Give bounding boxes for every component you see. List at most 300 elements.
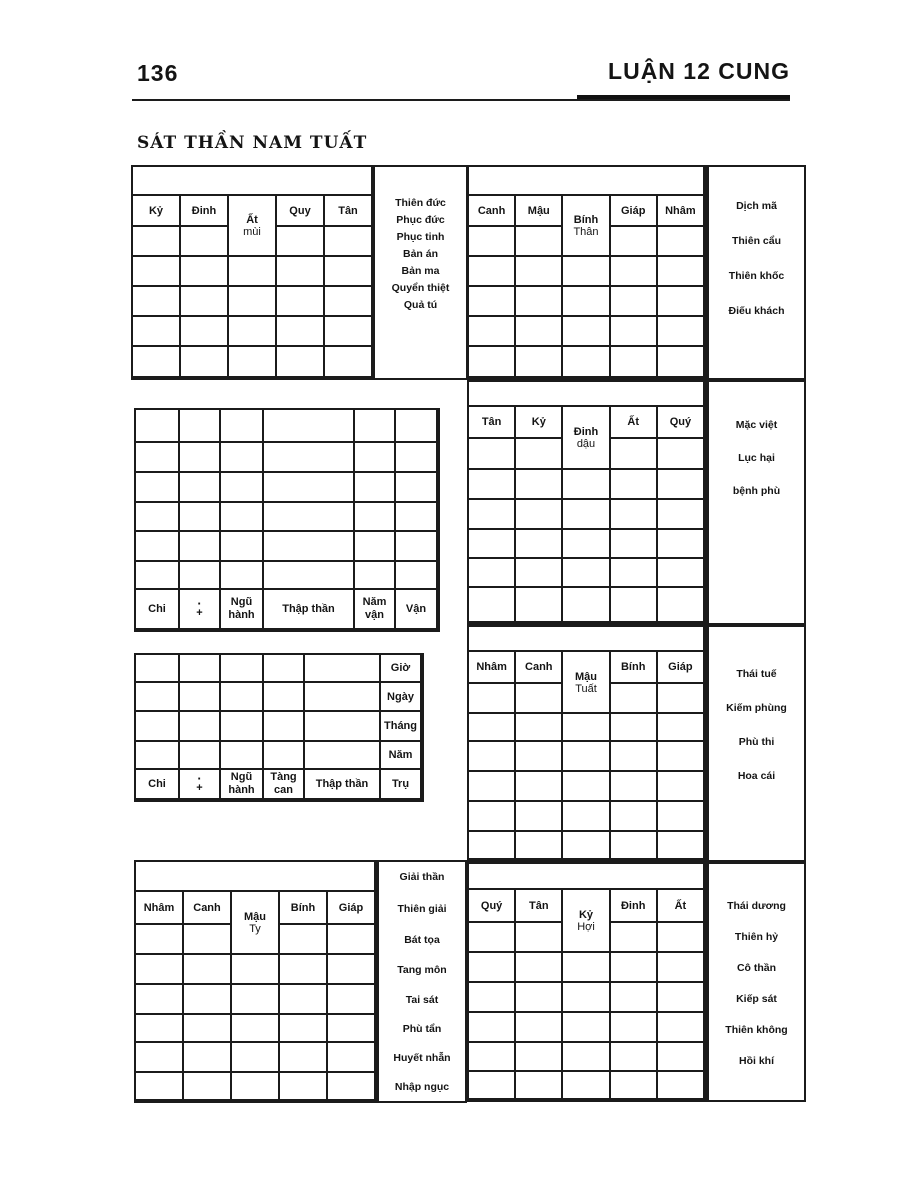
empty-cell [611,530,658,559]
branch-label: Hợi [577,921,595,933]
empty-cell [563,953,610,983]
empty-cell [469,714,516,742]
stem-header-cell: Nhâm [658,196,705,227]
empty-cell [396,473,438,503]
row-label-cell: Ngày [381,683,422,712]
empty-cell [658,287,705,317]
empty-cell [563,1072,610,1100]
stem-header-cell: Tân [516,890,563,923]
empty-cell [280,1015,328,1043]
empty-cell [611,257,658,287]
empty-cell [516,772,563,802]
empty-cell [232,1073,280,1101]
empty-cell [264,443,355,473]
empty-cell [516,470,563,500]
stem-label: Mậu [244,911,266,923]
empty-cell [232,955,280,985]
empty-cell [658,684,705,714]
empty-cell [305,712,381,742]
empty-cell [221,562,264,590]
empty-cell [355,473,396,503]
empty-band-cell [469,864,705,890]
empty-band-cell [133,167,373,196]
branch-label: Ty [249,923,261,935]
empty-cell [611,1013,658,1043]
empty-cell [658,1072,705,1100]
empty-cell [280,925,328,955]
empty-cell [277,227,325,257]
label-item: Bản án [402,248,438,260]
empty-cell [136,562,180,590]
empty-cell [328,1043,376,1073]
label-item: Lục hại [738,452,775,464]
empty-cell [221,532,264,562]
stem-branch-cell [232,892,280,955]
empty-cell [232,1015,280,1043]
empty-cell [133,317,181,347]
empty-cell [611,559,658,588]
empty-cell [563,317,610,347]
empty-cell [396,410,438,443]
empty-cell [469,832,516,860]
section4-middle-label-column [377,860,467,1103]
branch-label: Thân [573,226,599,238]
empty-cell [658,317,705,347]
section2-right-stems-table [467,380,707,625]
empty-cell [611,742,658,772]
empty-cell [221,503,264,532]
empty-cell [280,1043,328,1073]
empty-cell [181,227,229,257]
footer-cell: Năm vận [355,590,396,630]
label-item: Phù thi [738,736,775,748]
empty-cell [469,588,516,623]
empty-cell [611,802,658,832]
empty-cell [180,562,221,590]
empty-cell [136,443,180,473]
label-item: Huyết nhẫn [393,1052,451,1064]
label-item: Hoa cái [737,770,776,782]
empty-cell [516,953,563,983]
stem-header-cell: Canh [184,892,232,925]
section3-right-label-column [707,625,806,862]
empty-band-cell [469,627,705,652]
stem-label: Mậu [574,670,597,683]
empty-cell [469,1072,516,1100]
plus-symbol: + [196,607,203,619]
empty-cell [469,923,516,953]
empty-cell [516,559,563,588]
empty-cell [264,503,355,532]
empty-cell [611,1072,658,1100]
empty-cell [516,227,563,257]
empty-cell [264,562,355,590]
empty-cell [180,655,221,683]
label-item: Thiên không [725,1024,788,1036]
empty-cell [277,287,325,317]
empty-cell [658,500,705,530]
empty-cell [563,1013,610,1043]
stem-header-cell: Bính [280,892,328,925]
empty-cell [221,443,264,473]
empty-cell [563,742,610,772]
empty-cell [184,1015,232,1043]
row-label-cell: Năm [381,742,422,770]
empty-cell [328,1015,376,1043]
empty-cell [229,287,277,317]
empty-cell [181,317,229,347]
empty-cell [305,655,381,683]
label-item: Phù tẩn [402,1023,442,1035]
empty-cell [658,439,705,470]
empty-cell [264,712,305,742]
empty-cell [221,473,264,503]
empty-cell [563,287,610,317]
footer-cell: Ngũ hành [221,590,264,630]
empty-cell [277,317,325,347]
empty-cell [229,317,277,347]
empty-cell [180,712,221,742]
footer-cell: Chi [136,770,180,800]
empty-cell [180,742,221,770]
empty-cell [563,983,610,1013]
empty-cell [396,562,438,590]
empty-cell [469,257,516,287]
stem-header-cell: Nhâm [469,652,516,684]
empty-cell [264,742,305,770]
empty-cell [277,347,325,378]
empty-cell [264,532,355,562]
empty-cell [658,742,705,772]
header-rule [132,99,790,101]
empty-band-cell [136,862,376,892]
footer-cell: Thập thần [305,770,381,800]
empty-cell [658,530,705,559]
empty-cell [325,317,373,347]
polarity-symbol-cell [180,590,221,630]
empty-cell [264,655,305,683]
stem-label: Ất [246,214,258,226]
empty-cell [611,500,658,530]
stem-header-cell: Canh [469,196,516,227]
empty-cell [180,443,221,473]
empty-cell [516,588,563,623]
section2-left-pillar-table [134,408,440,632]
empty-cell [516,714,563,742]
empty-cell [221,655,264,683]
empty-cell [280,1073,328,1101]
stem-branch-cell [563,890,610,953]
empty-cell [469,317,516,347]
empty-cell [396,443,438,473]
section3-left-pillar-table [134,653,424,802]
empty-cell [305,683,381,712]
empty-cell [611,1043,658,1072]
empty-cell [469,1013,516,1043]
empty-cell [611,287,658,317]
empty-cell [221,410,264,443]
empty-cell [563,1043,610,1072]
empty-cell [469,983,516,1013]
label-item: Hồi khí [738,1055,774,1067]
empty-cell [658,923,705,953]
stem-label: Đinh [573,426,599,438]
empty-cell [180,532,221,562]
empty-cell [221,742,264,770]
empty-cell [133,227,181,257]
empty-cell [611,227,658,257]
empty-cell [136,473,180,503]
empty-cell [611,684,658,714]
empty-cell [184,955,232,985]
empty-cell [180,410,221,443]
empty-cell [516,317,563,347]
empty-cell [396,503,438,532]
stem-header-cell: Đinh [181,196,229,227]
empty-cell [264,410,355,443]
stem-header-cell: Kỷ [516,407,563,439]
empty-cell [658,470,705,500]
empty-cell [658,802,705,832]
empty-cell [516,530,563,559]
stem-branch-cell [229,196,277,257]
empty-cell [516,983,563,1013]
empty-cell [611,832,658,860]
empty-cell [136,532,180,562]
empty-cell [355,503,396,532]
empty-cell [658,347,705,378]
empty-cell [563,559,610,588]
empty-cell [229,347,277,378]
label-item: Mặc việt [735,419,778,431]
empty-cell [516,923,563,953]
empty-cell [516,684,563,714]
empty-cell [136,742,180,770]
empty-cell [658,227,705,257]
empty-cell [563,470,610,500]
empty-cell [516,439,563,470]
section2-right-label-column [707,380,806,625]
stem-header-cell: Giáp [611,196,658,227]
empty-cell [516,1072,563,1100]
stem-header-cell: Giáp [658,652,705,684]
label-item: Phục tinh [396,231,445,243]
empty-cell [328,1073,376,1101]
empty-cell [658,953,705,983]
empty-cell [658,1013,705,1043]
stem-branch-cell [563,652,610,714]
label-item: Cô thần [736,962,777,974]
empty-cell [180,503,221,532]
empty-cell [181,257,229,287]
label-item: Thái tuế [736,668,777,680]
label-item: Thiên hỷ [734,931,779,943]
label-item: Tai sát [405,994,439,1006]
empty-cell [611,470,658,500]
row-label-cell: Tháng [381,712,422,742]
stem-header-cell: Quý [469,890,516,923]
empty-cell [328,985,376,1015]
empty-cell [325,347,373,378]
empty-cell [136,1073,184,1101]
label-item: Nhập ngục [394,1081,450,1093]
empty-band-cell [469,167,705,196]
empty-cell [355,443,396,473]
empty-cell [136,985,184,1015]
empty-cell [516,347,563,378]
empty-cell [469,500,516,530]
empty-cell [611,983,658,1013]
footer-cell: Trụ [381,770,422,800]
empty-cell [232,1043,280,1073]
empty-cell [516,1043,563,1072]
empty-cell [658,772,705,802]
empty-cell [396,532,438,562]
empty-cell [469,802,516,832]
label-item: Bản ma [401,265,440,277]
stem-header-cell: Tân [325,196,373,227]
empty-cell [221,683,264,712]
stem-label: Kỷ [578,909,594,921]
section-title: SÁT THẦN NAM TUẤT [137,133,368,153]
footer-cell: Tàng can [264,770,305,800]
empty-cell [611,923,658,953]
footer-cell: Chi [136,590,180,630]
empty-cell [563,772,610,802]
empty-cell [136,410,180,443]
stem-header-cell: Ất [611,407,658,439]
empty-cell [516,742,563,772]
dot-symbol: · [197,596,202,611]
empty-cell [184,1073,232,1101]
empty-cell [563,588,610,623]
footer-cell: Ngũ hành [221,770,264,800]
label-item: Kiếm phùng [726,702,787,714]
stem-header-cell: Ất [658,890,705,923]
footer-cell: Thập thần [264,590,355,630]
empty-cell [355,410,396,443]
stem-header-cell: Canh [516,652,563,684]
empty-cell [611,714,658,742]
empty-cell [469,347,516,378]
stem-header-cell: Kỷ [133,196,181,227]
label-item: Kiếp sát [736,993,777,1005]
label-item: Tang môn [397,964,447,976]
empty-cell [133,287,181,317]
empty-cell [563,530,610,559]
empty-cell [184,925,232,955]
empty-cell [280,955,328,985]
empty-band-cell [469,382,705,407]
empty-cell [355,562,396,590]
empty-cell [328,955,376,985]
section1-right-stems-table [467,165,707,380]
empty-cell [611,588,658,623]
empty-cell [469,953,516,983]
label-item: Giải thần [399,871,445,883]
empty-cell [516,287,563,317]
empty-cell [264,683,305,712]
empty-cell [469,772,516,802]
stem-branch-cell [563,407,610,470]
empty-cell [611,953,658,983]
empty-cell [516,257,563,287]
empty-cell [469,684,516,714]
empty-cell [325,227,373,257]
empty-cell [611,347,658,378]
stem-header-cell: Giáp [328,892,376,925]
empty-cell [232,985,280,1015]
stem-header-cell: Quý [658,407,705,439]
empty-cell [469,530,516,559]
empty-cell [280,985,328,1015]
stem-header-cell: Đinh [611,890,658,923]
empty-cell [277,257,325,287]
label-item: Điếu khách [728,305,785,317]
branch-label: dậu [576,438,596,450]
empty-cell [516,500,563,530]
branch-label: Tuất [575,682,597,695]
label-item: Thiên khốc [728,270,785,282]
stem-header-cell: Mậu [516,196,563,227]
empty-cell [305,742,381,770]
empty-cell [563,832,610,860]
empty-cell [136,712,180,742]
empty-cell [516,802,563,832]
empty-cell [611,772,658,802]
section1-left-stems-table [131,165,375,380]
empty-cell [229,257,277,287]
empty-cell [180,473,221,503]
label-item: Thiên đức [395,197,446,209]
label-item: Quyển thiệt [391,282,450,294]
section3-right-stems-table [467,625,707,862]
empty-cell [658,832,705,860]
empty-cell [469,1043,516,1072]
empty-cell [136,683,180,712]
empty-cell [563,714,610,742]
label-item: bệnh phù [732,485,781,497]
empty-cell [611,439,658,470]
empty-cell [328,925,376,955]
section4-right-stems-table [467,862,707,1102]
chapter-underline [577,95,790,99]
footer-cell: Vận [396,590,438,630]
empty-cell [469,287,516,317]
empty-cell [136,1015,184,1043]
empty-cell [658,559,705,588]
section1-middle-label-column [373,165,468,380]
plus-symbol: + [196,782,203,794]
stem-header-cell: Nhâm [136,892,184,925]
label-item: Dịch mã [736,200,777,212]
branch-label: mùi [243,226,261,238]
chapter-title: LUẬN 12 CUNG [608,58,790,84]
empty-cell [658,588,705,623]
empty-cell [658,983,705,1013]
empty-cell [325,287,373,317]
label-item: Thiên cẩu [731,235,781,247]
empty-cell [184,985,232,1015]
empty-cell [469,742,516,772]
empty-cell [136,1043,184,1073]
empty-cell [184,1043,232,1073]
stem-header-cell: Tân [469,407,516,439]
dot-symbol: · [197,771,202,786]
empty-cell [136,955,184,985]
label-item: Thiên giải [397,902,447,915]
empty-cell [658,1043,705,1072]
